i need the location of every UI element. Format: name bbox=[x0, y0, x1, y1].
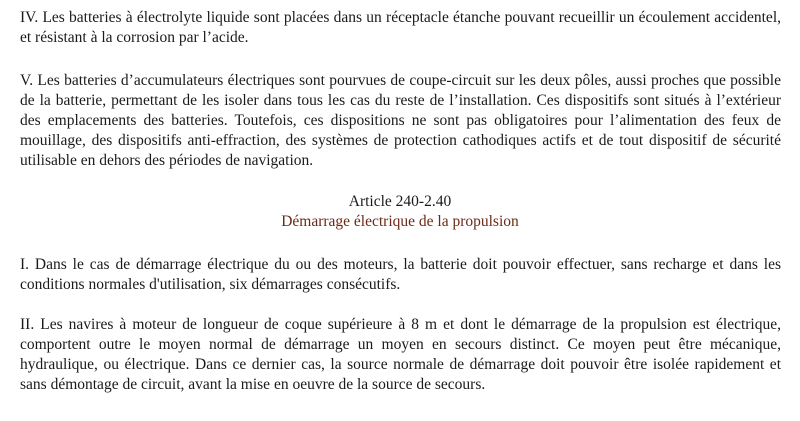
paragraph-iv-batteries-electrolyte: IV. Les batteries à électrolyte liquide sont placées dans un réceptacle étanche pouvant recueillir un écoulement accidentel, et résistant à la corrosion par l’acide. bbox=[20, 9, 781, 46]
article-number: Article 240-2.40 bbox=[348, 193, 452, 210]
paragraph-i-demarrage-electrique: I. Dans le cas de démarrage électrique du ou des moteurs, la batterie doit pouvoir effectuer, sans recharge et dans les conditions normales d'utilisation, six démarrages consécutifs. bbox=[20, 256, 781, 293]
paragraph-ii-moyen-secours: II. Les navires à moteur de longueur de coque supérieure à 8 m et dont le démarrage de la propulsion est électrique, comportent outre le moyen normal de démarrage un moyen en secours distinct. Ce moyen peut être mécanique, hydraulique, ou électrique. Dans ce dernier cas, la source normale de démarrage doit pouvoir être isolée rapidement et sans démontage de circuit, avant la mise en oeuvre de la source de secours. bbox=[20, 316, 781, 393]
article-title: Démarrage électrique de la propulsion bbox=[281, 213, 519, 230]
paragraph-v-coupe-circuit: V. Les batteries d’accumulateurs électriques sont pourvues de coupe-circuit sur les deux pôles, aussi proches que possible de la batterie, permettant de les isoler dans tous les cas du reste de l’installation. Ces dispositifs sont situés à l’extérieur des emplacements des batteries. Toutefois, ces dispositions ne sont pas obligatoires pour l’alimentation des feux de mouillage, des dispositifs anti-effraction, des systèmes de protection cathodiques actifs et de tout dispositif de sécurité utilisable en dehors des périodes de navigation. bbox=[20, 72, 781, 169]
